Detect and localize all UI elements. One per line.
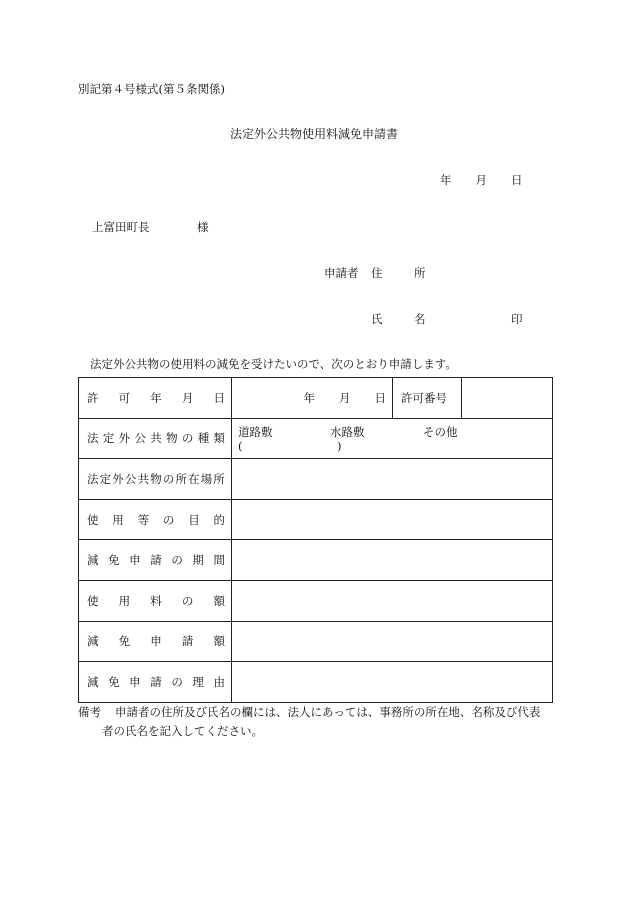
intro-text: 法定外公共物の使用料の減免を受けたいので、次のとおり申請します。 xyxy=(90,357,457,371)
row-label-reason xyxy=(79,662,232,703)
note-line-2: 者の氏名を記入してください。 xyxy=(102,724,263,738)
recipient-name: 上富田町長 xyxy=(92,220,150,234)
row-label-type xyxy=(79,418,232,459)
reason-field[interactable] xyxy=(232,662,553,703)
period-field[interactable] xyxy=(232,540,553,581)
form-reference: 別記第４号様式(第５条関係) xyxy=(78,82,225,96)
fee-field[interactable] xyxy=(232,580,553,621)
paren-close: ) xyxy=(337,438,342,453)
type-field[interactable] xyxy=(232,418,553,459)
row-label-fee xyxy=(79,580,232,621)
type-other: その他 xyxy=(423,424,458,439)
table-row xyxy=(79,499,553,540)
row-label-text: 減 免 申 請 の 理 由 xyxy=(87,674,225,689)
type-water: 水路敷 xyxy=(330,424,365,439)
reduction-amount-field[interactable] xyxy=(232,621,553,662)
table-row xyxy=(79,580,553,621)
row-label-text: 許 可 年 月 日 xyxy=(87,390,225,405)
row-label-purpose xyxy=(79,499,232,540)
date-year: 年 xyxy=(440,173,452,187)
table-row xyxy=(79,378,553,419)
address-label: 住 所 xyxy=(371,266,436,280)
recipient-honorific: 様 xyxy=(197,220,209,234)
row-label-location xyxy=(79,459,232,500)
row-label-period xyxy=(79,540,232,581)
note-label: 備考 xyxy=(78,705,101,719)
date-line xyxy=(440,173,523,187)
date-month: 月 xyxy=(475,173,487,187)
date-day: 日 xyxy=(511,173,523,187)
note-line-1: 申請者の住所及び氏名の欄には、法人にあっては、事務所の所在地、名称及び代表 xyxy=(115,705,541,719)
permit-date-field[interactable] xyxy=(232,378,393,419)
table-row xyxy=(79,459,553,500)
row-label-permit-date xyxy=(79,378,232,419)
location-field[interactable] xyxy=(232,459,553,500)
table-row xyxy=(79,540,553,581)
row-label-text: 使 用 等 の 目 的 xyxy=(87,512,225,527)
applicant-label: 申請者 xyxy=(324,266,359,280)
permit-date-day: 日 xyxy=(374,390,386,405)
permit-date-year: 年 xyxy=(303,390,315,405)
seal-mark: 印 xyxy=(511,312,523,326)
permit-date-month: 月 xyxy=(339,390,351,405)
row-label-reduction-amount xyxy=(79,621,232,662)
row-label-text: 使 用 料 の 額 xyxy=(87,593,225,608)
row-label-text: 法 定 外 公 共 物 の 所 在 場 所 xyxy=(87,471,225,486)
document-title: 法定外公共物使用料減免申請書 xyxy=(230,127,399,141)
table-row xyxy=(79,418,553,459)
row-label-text: 法 定 外 公 共 物 の 種 類 xyxy=(87,431,225,446)
type-road: 道路敷 xyxy=(238,424,273,439)
name-label: 氏 名 xyxy=(371,312,436,326)
table-row xyxy=(79,621,553,662)
row-label-text: 減 免 申 請 の 期 間 xyxy=(87,553,225,568)
permit-number-label: 許可番号 xyxy=(393,378,462,419)
row-label-text: 減 免 申 請 額 xyxy=(87,634,225,649)
table-row xyxy=(79,662,553,703)
purpose-field[interactable] xyxy=(232,499,553,540)
permit-number-field[interactable] xyxy=(462,378,553,419)
paren-open: ( xyxy=(238,438,243,453)
application-table xyxy=(78,377,553,703)
